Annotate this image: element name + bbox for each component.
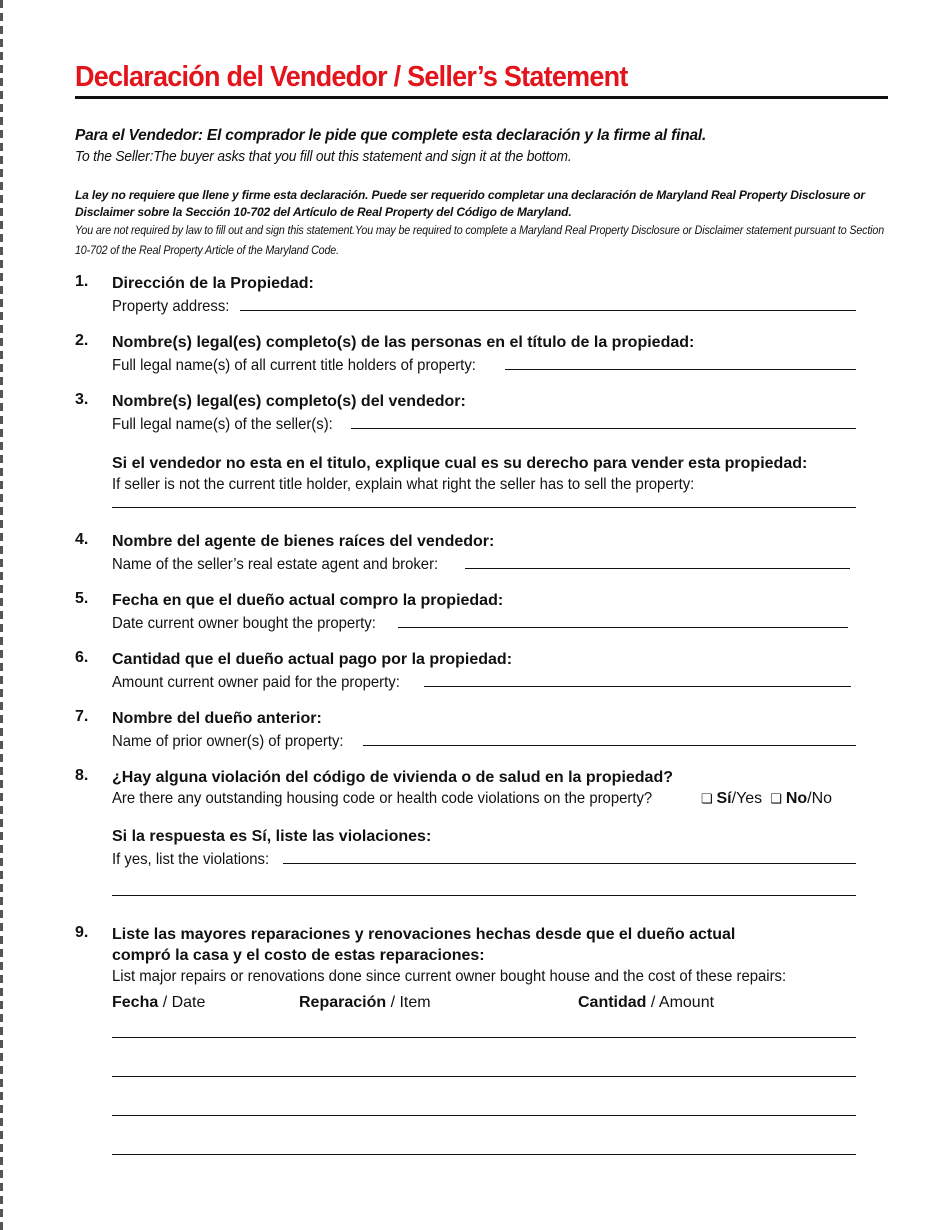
subquestion-label-en: If yes, list the violations: xyxy=(112,851,270,868)
agent-broker-field[interactable] xyxy=(465,552,850,569)
question-label-en: Name of the seller’s real estate agent and broker: xyxy=(112,556,439,573)
subquestion-label-es: Si la respuesta es Sí, liste las violaciones: xyxy=(112,828,432,845)
intro-english: To the Seller:The buyer asks that you fill out this statement and sign it at the bottom. xyxy=(75,148,572,165)
question-label-es-cont: compró la casa y el costo de estas reparaciones: xyxy=(112,947,485,964)
purchase-date-field[interactable] xyxy=(398,611,848,628)
yes-label-es: Sí xyxy=(716,790,732,807)
no-checkbox[interactable]: ❏ xyxy=(770,791,782,806)
subquestion-label-en: If seller is not the current title holder, explain what right the seller has to sell the property: xyxy=(112,476,695,493)
question-label-es: Dirección de la Propiedad: xyxy=(112,275,314,292)
violations-field[interactable] xyxy=(283,847,856,864)
column-amount: Cantidad / Amount xyxy=(578,994,715,1011)
page-title: Declaración del Vendedor / Seller’s Statement xyxy=(75,61,628,93)
question-label-en: Property address: xyxy=(112,298,230,315)
question-label-en: Date current owner bought the property: xyxy=(112,615,376,632)
law-notice-spanish: La ley no requiere que llene y firme esta declaración. Puede ser requerido completar una declaración de Maryland Real Property Disclosure or Disclaimer sobre la Sección 10-702 del Artículo de Real Property del Código de Maryland. xyxy=(75,188,865,219)
law-notice-english: You are not required by law to fill out and sign this statement.You may be required to complete a Maryland Real Property Disclosure or Disclaimer statement pursuant to Section 10-702 of the Real Property Article of the Maryland Code. xyxy=(75,225,885,257)
question-number: 4. xyxy=(75,531,89,548)
repairs-line[interactable] xyxy=(112,1036,856,1038)
question-label-en: Amount current owner paid for the property: xyxy=(112,674,400,691)
question-number: 6. xyxy=(75,649,89,666)
left-dashed-border xyxy=(0,0,3,1230)
yes-label-en: /Yes xyxy=(731,790,763,807)
question-label-es: Fecha en que el dueño actual compro la propiedad: xyxy=(112,592,504,609)
violations-field-line-2[interactable] xyxy=(112,894,856,896)
question-label-es: Cantidad que el dueño actual pago por la propiedad: xyxy=(112,651,513,668)
seller-names-field[interactable] xyxy=(351,412,856,429)
repairs-line[interactable] xyxy=(112,1114,856,1116)
question-label-es: Nombre(s) legal(es) completo(s) del vendedor: xyxy=(112,393,466,410)
prior-owner-field[interactable] xyxy=(363,729,856,746)
question-label-es: Nombre del dueño anterior: xyxy=(112,710,322,727)
question-number: 1. xyxy=(75,273,89,290)
yes-checkbox[interactable]: ❏ xyxy=(700,791,713,806)
column-date: Fecha / Date xyxy=(112,994,206,1011)
question-number: 2. xyxy=(75,332,89,349)
no-label-en: /No xyxy=(807,790,833,807)
repairs-line[interactable] xyxy=(112,1075,856,1077)
question-number: 7. xyxy=(75,708,89,725)
question-number: 9. xyxy=(75,924,89,941)
purchase-amount-field[interactable] xyxy=(424,670,852,687)
question-label-es: ¿Hay alguna violación del código de vivienda o de salud en la propiedad? xyxy=(112,769,673,786)
repairs-line[interactable] xyxy=(112,1153,856,1155)
question-label-es: Nombre del agente de bienes raíces del vendedor: xyxy=(112,533,495,550)
question-label-en: List major repairs or renovations done since current owner bought house and the cost of these repairs: xyxy=(112,968,787,985)
question-label-en: Name of prior owner(s) of property: xyxy=(112,733,344,750)
question-label-en: Full legal name(s) of the seller(s): xyxy=(112,416,333,433)
repairs-column-headers xyxy=(112,988,856,1022)
document-page xyxy=(75,58,888,1011)
property-address-field[interactable] xyxy=(240,294,856,311)
question-number: 5. xyxy=(75,590,89,607)
intro-spanish: Para el Vendedor: El comprador le pide que complete esta declaración y la firme al final. xyxy=(75,127,707,144)
question-label-en: Are there any outstanding housing code or health code violations on the property? xyxy=(112,790,653,807)
question-number: 3. xyxy=(75,391,89,408)
subquestion-label-es: Si el vendedor no esta en el titulo, explique cual es su derecho para vender esta propiedad: xyxy=(112,455,808,472)
question-number: 8. xyxy=(75,767,89,784)
question-label-es: Nombre(s) legal(es) completo(s) de las personas en el título de la propiedad: xyxy=(112,334,695,351)
seller-right-field[interactable] xyxy=(112,506,856,508)
no-label-es: No xyxy=(785,790,808,807)
question-label-es: Liste las mayores reparaciones y renovaciones hechas desde que el dueño actual xyxy=(112,926,736,943)
column-item: Reparación / Item xyxy=(299,994,431,1011)
question-label-en: Full legal name(s) of all current title holders of property: xyxy=(112,357,476,374)
title-holders-field[interactable] xyxy=(505,353,856,370)
title-divider xyxy=(75,96,888,99)
